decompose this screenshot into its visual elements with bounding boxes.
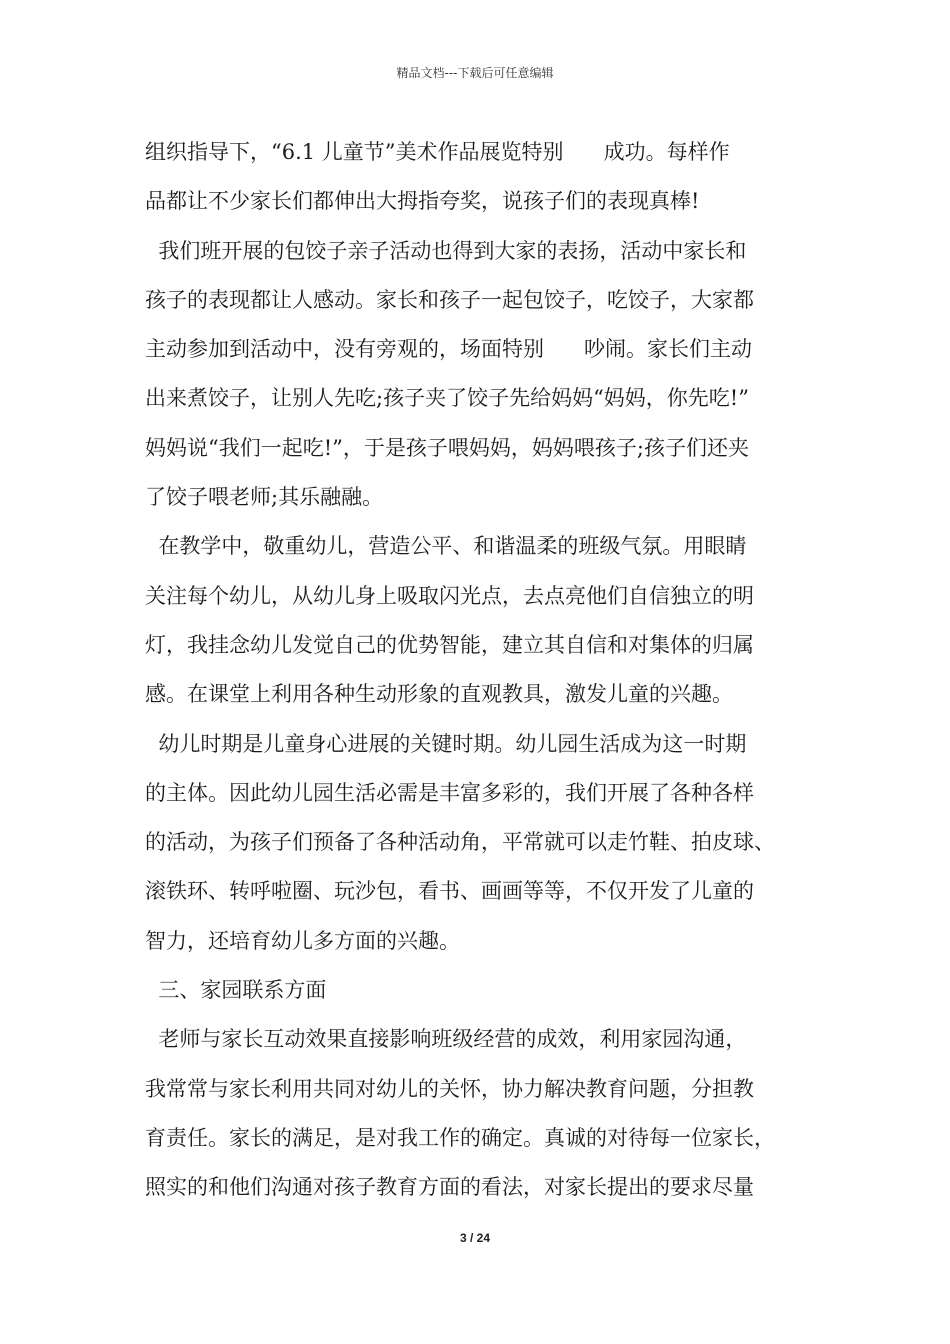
text-line: 孩子的表现都让人感动。家长和孩子一起包饺子，吃饺子，大家都 xyxy=(145,287,754,312)
section-heading: 三、家园联系方面 xyxy=(145,978,327,1003)
text-line: 育责任。家长的满足，是对我工作的确定。真诚的对待每一位家长， xyxy=(145,1125,775,1150)
text-line: 主动参加到活动中，没有旁观的，场面特别 吵闹。家长们主动 xyxy=(145,337,753,362)
text-line: 滚铁环、转呼啦圈、玩沙包，看书、画画等等，不仅开发了儿童的 xyxy=(145,879,754,904)
text-line: 出来煮饺子，让别人先吃;孩子夹了饺子先给妈妈“妈妈，你先吃!” xyxy=(145,386,749,411)
text-line: 我常常与家长利用共同对幼儿的关怀，协力解决教育问题，分担教 xyxy=(145,1076,754,1101)
page-number: 3 / 24 xyxy=(459,1231,491,1245)
text-line: 的主体。因此幼儿园生活必需是丰富多彩的，我们开展了各种各样 xyxy=(145,780,754,805)
page-header: 精品文档---下载后可任意编辑 xyxy=(396,66,554,80)
text-line: 智力，还培育幼儿多方面的兴趣。 xyxy=(145,928,460,953)
text-line: 的活动，为孩子们预备了各种活动角，平常就可以走竹鞋、拍皮球、 xyxy=(145,830,775,855)
text-line: 妈妈说“我们一起吃!”，于是孩子喂妈妈，妈妈喂孩子;孩子们还夹 xyxy=(145,435,749,460)
text-line: 在教学中，敬重幼儿，营造公平、和谐温柔的班级气氛。用眼睛 xyxy=(145,534,747,559)
text-line: 组织指导下，“6.1 儿童节”美术作品展览特别 成功。每样作 xyxy=(145,140,730,164)
text-line: 关注每个幼儿，从幼儿身上吸取闪光点，去点亮他们自信独立的明 xyxy=(145,583,754,608)
text-line: 幼儿时期是儿童身心进展的关键时期。幼儿园生活成为这一时期 xyxy=(145,731,747,756)
text-line: 我们班开展的包饺子亲子活动也得到大家的表扬，活动中家长和 xyxy=(145,238,747,263)
document-body xyxy=(145,128,835,1213)
text-line: 了饺子喂老师;其乐融融。 xyxy=(145,485,384,510)
text-line: 灯，我挂念幼儿发觉自己的优势智能，建立其自信和对集体的归属 xyxy=(145,632,754,657)
text-line: 老师与家长互动效果直接影响班级经营的成效，利用家园沟通， xyxy=(145,1027,747,1052)
text-line: 品都让不少家长们都伸出大拇指夸奖，说孩子们的表现真棒! xyxy=(145,189,700,214)
text-line: 感。在课堂上利用各种生动形象的直观教具，激发儿童的兴趣。 xyxy=(145,682,733,707)
text-line: 照实的和他们沟通对孩子教育方面的看法，对家长提出的要求尽量 xyxy=(145,1175,754,1200)
